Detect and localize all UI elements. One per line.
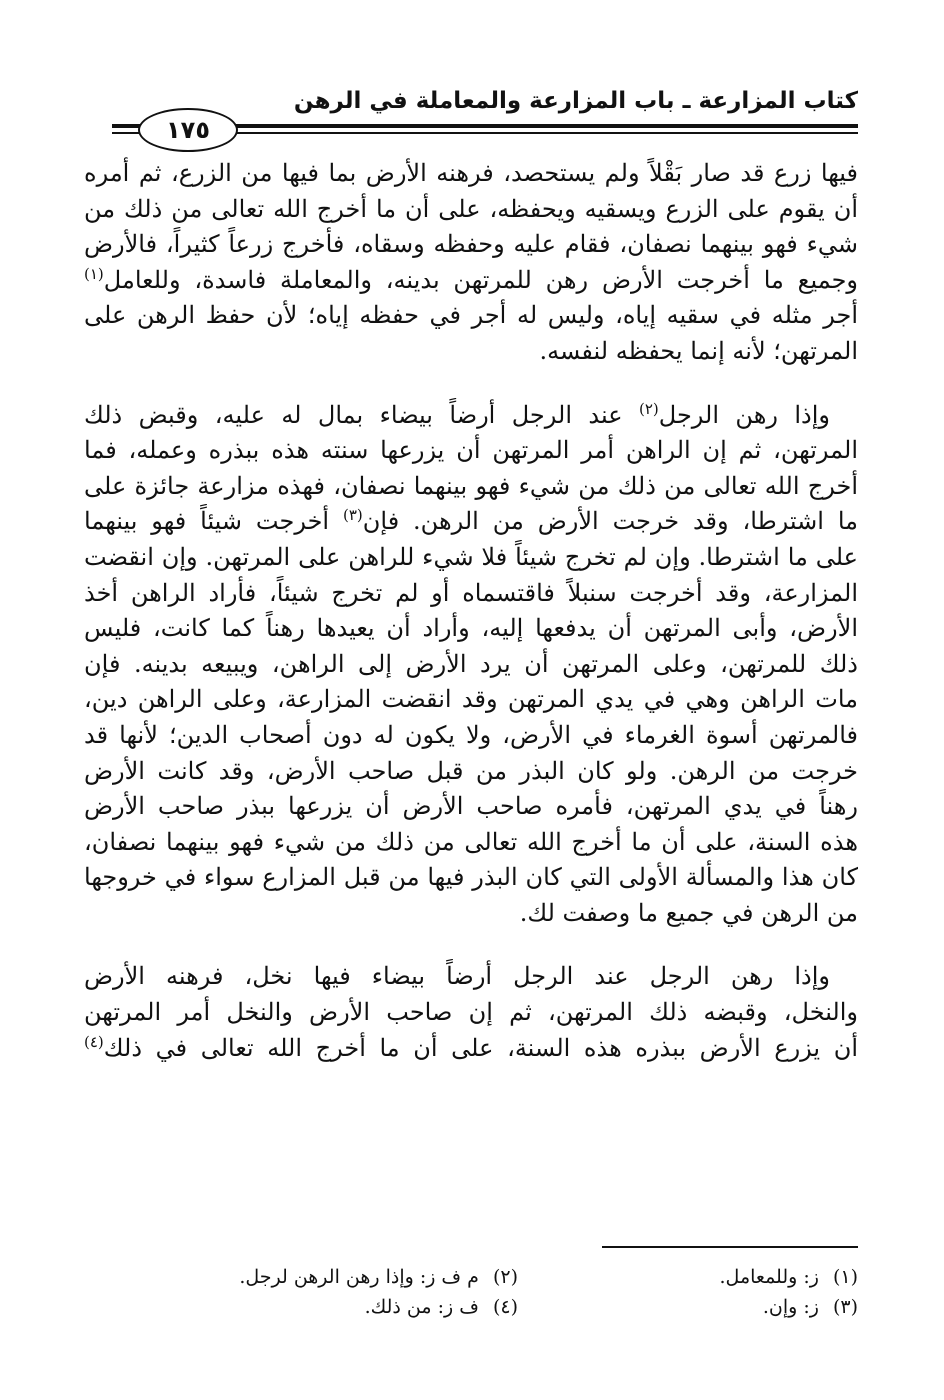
footnote-1	[518, 1262, 858, 1292]
text-line	[84, 1031, 858, 1067]
text-line: مات الراهن وهي في يدي المرتهن وقد انقضت المزارعة، وعلى الراهن دين،	[84, 685, 858, 714]
footnote-text: ز: وإن.	[762, 1296, 819, 1318]
text-line: خرجت من الرهن. ولو كان البذر من قبل صاحب الأرض، وقد كانت الأرض	[84, 756, 858, 785]
text-line: المرتهن، ثم إن الراهن أمر المرتهن أن يزرعها سنته هذه ببذره وعمله، فما	[84, 436, 858, 465]
footnotes	[138, 1262, 858, 1322]
text-line: من الرهن في جميع ما وصفت لك.	[519, 898, 858, 927]
footnote-marker: (٣)	[342, 506, 363, 525]
body-text	[84, 156, 858, 1066]
text-segment: أخرجت شيئاً فهو بينهما	[84, 507, 330, 536]
paragraph-1	[84, 156, 858, 370]
footnote-text: م ف ز: وإذا رهن الرهن لرجل.	[239, 1266, 479, 1288]
text-line: رهناً في يدي المرتهن، فأمره صاحب الأرض أن يزرعها ببذر صاحب الأرض	[84, 792, 858, 821]
text-line: الأرض، وأبى المرتهن أن يدفعها إليه، وأراد أن يعيدها رهناً كما كانت، فليس	[84, 614, 858, 643]
text-line: المرتهن؛ لأنه إنما يحفظه لنفسه.	[539, 336, 858, 365]
footnote-marker: (١)	[84, 264, 104, 283]
text-line: المزارعة، وقد أخرجت سنبلاً فاقتسماه أو لم تخرج شيئاً، فأراد الراهن أخذ	[84, 578, 858, 607]
paragraph-3	[84, 959, 858, 1066]
footnote-marker: (٤)	[84, 1032, 104, 1051]
paragraph-2	[84, 398, 858, 932]
text-line: أن يقوم على الزرع ويسقيه ويحفظه، على أن ما أخرج الله تعالى من ذلك من	[84, 194, 858, 223]
footnote-marker: (٢)	[639, 399, 659, 418]
text-line: ذلك للمرتهن، وعلى المرتهن أن يرد الأرض إلى الراهن، ويبيعه بدينه. فإن	[84, 649, 858, 678]
footnote-rule	[602, 1246, 858, 1248]
text-line: أجر مثله في سقيه إياه، وليس له أجر في حفظه إياه؛ لأن حفظ الرهن على	[84, 301, 858, 330]
text-line	[84, 504, 858, 540]
text-segment: وإذا رهن الرجل	[658, 400, 830, 429]
text-line: وإذا رهن الرجل عند الرجل أرضاً بيضاء فيها نخل، فرهنه الأرض	[84, 962, 830, 991]
footnote-4	[178, 1292, 518, 1322]
text-line: هذه السنة، على أن ما أخرج الله تعالى من ذلك من شيء فهو بينهما نصفان،	[84, 827, 858, 856]
text-line	[84, 263, 858, 299]
footnote-number: (١)	[832, 1266, 858, 1288]
text-line: فيها زرع قد صار بَقْلاً ولم يستحصد، فرهنه الأرض بما فيها من الزرع، ثم أمره	[84, 159, 858, 187]
text-line: كان هذا والمسألة الأولى التي كان البذر فيها من قبل المزارع سواء في خروجها	[84, 863, 858, 892]
footnote-2	[178, 1262, 518, 1292]
text-line: على ما اشترطا. وإن لم تخرج شيئاً فلا شيء للراهن على المرتهن. وإن انقضت	[84, 542, 858, 571]
running-header: كتاب المزارعة ـ باب المزارعة والمعاملة في الرهن	[293, 88, 858, 114]
footnote-number: (٤)	[492, 1296, 518, 1318]
text-line: أخرج الله تعالى من ذلك من شيء فهو بينهما نصفان، فهذه مزارعة جائزة على	[84, 471, 858, 500]
text-segment: وجميع ما أخرجت الأرض رهن للمرتهن بدينه، والمعاملة فاسدة، وللعامل	[103, 265, 858, 294]
page-number: ١٧٥	[138, 108, 238, 152]
text-segment: ما اشترطا، وقد خرجت الأرض من الرهن. فإن	[362, 507, 858, 536]
footnote-text: ف ز: من ذلك.	[364, 1296, 479, 1318]
footnote-3	[518, 1292, 858, 1322]
text-line: فالمرتهن أسوة الغرماء في الأرض، ولا يكون له دون أصحاب الدين؛ لأنها قد	[84, 720, 858, 749]
text-segment: أن يزرع الأرض ببذره هذه السنة، على أن ما أخرج الله تعالى في ذلك	[103, 1033, 858, 1062]
footnote-number: (٢)	[492, 1266, 518, 1288]
text-segment: عند الرجل أرضاً بيضاء بمال له عليه، وقبض ذلك	[84, 400, 623, 429]
text-line	[84, 398, 858, 434]
footnote-text: ز: وللمعامل.	[719, 1266, 819, 1288]
text-line: شيء فهو بينهما نصفان، فقام عليه وحفظه وسقاه، فأخرج زرعاً كثيراً، فالأرض	[84, 230, 858, 259]
text-line: والنخل، وقبضه ذلك المرتهن، ثم إن صاحب الأرض والنخل أمر المرتهن	[84, 998, 858, 1027]
footnote-number: (٣)	[832, 1296, 858, 1318]
